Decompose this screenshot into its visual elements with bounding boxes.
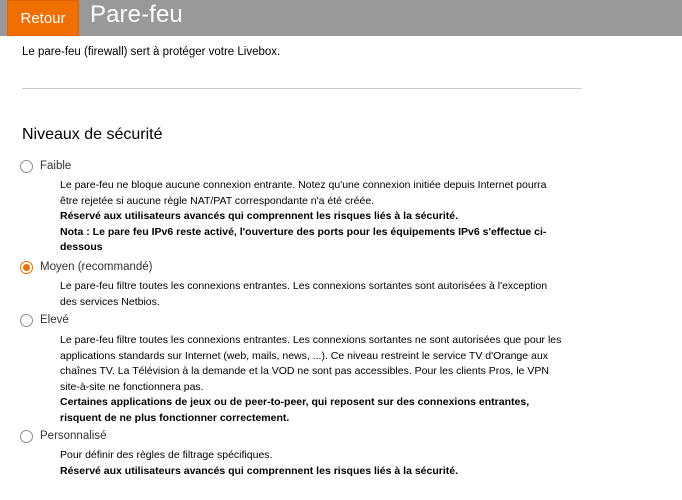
section-title: Niveaux de sécurité [22, 126, 163, 143]
description-line: Le pare-feu filtre toutes les connexions entrantes. Les connexions sortantes ne sont autorisées que pour les applications standards sur Internet (web, mails, news, ...). Ce niveau restreint le service TV d'Orange aux chaînes TV. La Télévision à la demande et la VOD ne sont pas accessibles. Pour les clients Pros, le VPN site-à-site ne fonctionnera pas. [60, 334, 562, 393]
description-line: Le pare-feu filtre toutes les connexions entrantes. Les connexions sortantes sont autorisées à l'exception des services Netbios. [60, 280, 548, 308]
divider [22, 88, 582, 89]
option-description-eleve [60, 333, 565, 426]
back-button[interactable]: Retour [7, 0, 79, 36]
description-line: Pour définir des règles de filtrage spécifiques. [60, 449, 273, 461]
option-faible[interactable] [20, 158, 580, 174]
option-description-moyen [60, 279, 565, 310]
description-warning: Certaines applications de jeux ou de peer-to-peer, qui reposent sur des connexions entrantes, risquent de ne plus fonctionner correctement. [60, 396, 530, 424]
option-label-moyen[interactable]: Moyen (recommandé) [40, 261, 153, 273]
page-title: Pare-feu [90, 1, 183, 28]
option-label-faible[interactable]: Faible [40, 160, 72, 172]
description-warning: Réservé aux utilisateurs avancés qui comprennent les risques liés à la sécurité. [60, 464, 459, 477]
radio-moyen[interactable] [20, 261, 33, 274]
option-label-personnalise[interactable]: Personnalisé [40, 430, 107, 442]
description-line: Le pare-feu ne bloque aucune connexion entrante. Notez qu'une connexion initiée depuis Internet pourra être rejetée si aucune règle NAT/PAT correspondante n'a été créée. [60, 179, 547, 207]
description-warning: Réservé aux utilisateurs avancés qui comprennent les risques liés à la sécurité. [60, 210, 459, 222]
option-description-faible [60, 178, 565, 256]
header-bar [0, 0, 682, 36]
intro-text: Le pare-feu (firewall) sert à protéger votre Livebox. [22, 46, 281, 58]
radio-faible[interactable] [20, 160, 33, 173]
option-moyen[interactable] [20, 259, 580, 275]
radio-selected-dot [23, 264, 30, 271]
radio-eleve[interactable] [20, 314, 33, 327]
option-description-personnalise [60, 448, 565, 479]
option-label-eleve[interactable]: Elevé [40, 314, 69, 326]
radio-personnalise[interactable] [20, 430, 33, 443]
option-eleve[interactable] [20, 312, 580, 328]
description-note: Nota : Le pare feu IPv6 reste activé, l'ouverture des ports pour les équipements IPv6 s'effectue ci-dessous [60, 225, 547, 253]
option-personnalise[interactable] [20, 428, 580, 444]
